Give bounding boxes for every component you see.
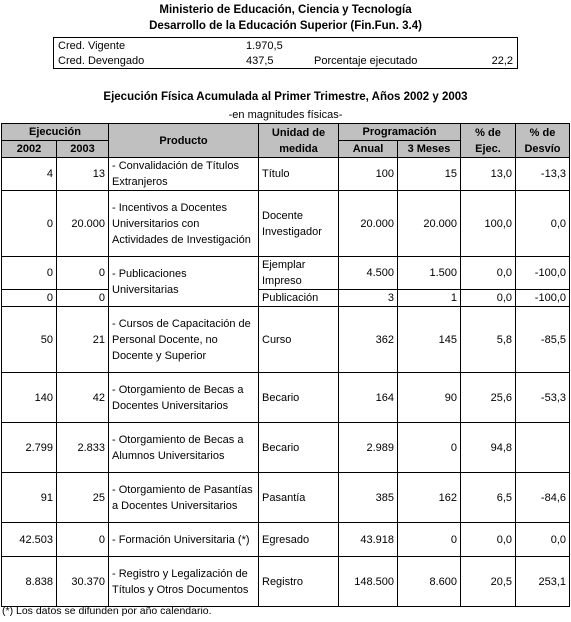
table-row: [2, 191, 570, 257]
cell-3-meses: 90: [398, 373, 461, 423]
cell-pct-ejec: 20,5: [461, 557, 516, 607]
cell-pct-desvio: -85,5: [516, 307, 570, 373]
cell-2003: 0: [57, 523, 109, 557]
cell-2003: 42: [57, 373, 109, 423]
cell-anual: 4.500: [339, 257, 398, 290]
cell-unidad: Título: [259, 158, 339, 191]
program-title: Desarrollo de la Educación Superior (Fin.Fun. 3.4): [149, 20, 422, 32]
cell-3-meses: 162: [398, 473, 461, 523]
cell-pct-desvio: -13,3: [516, 158, 570, 191]
cell-2003: 0: [57, 290, 109, 307]
cell-producto: - Otorgamiento de Pasantías a Docentes Universitarios: [109, 473, 259, 523]
cell-pct-ejec: 13,0: [461, 158, 516, 191]
credit-vigente-value: 1.970,5: [246, 39, 283, 52]
cell-3-meses: 0: [398, 523, 461, 557]
cell-3-meses: 15: [398, 158, 461, 191]
cell-unidad: Pasantía: [259, 473, 339, 523]
cell-2003: 20.000: [57, 191, 109, 257]
cell-2003: 21: [57, 307, 109, 373]
cell-anual: 2.989: [339, 423, 398, 473]
cell-pct-desvio: -100,0: [516, 290, 570, 307]
cell-2002: 8.838: [2, 557, 57, 607]
credit-devengado-value: 437,5: [246, 54, 274, 67]
cell-unidad: Registro: [259, 557, 339, 607]
table-row: [2, 158, 570, 191]
table-row: [2, 423, 570, 473]
header-3-meses: 3 Meses: [398, 141, 461, 158]
header-anual: Anual: [339, 141, 398, 158]
cell-anual: 20.000: [339, 191, 398, 257]
cell-producto: - Convalidación de Títulos Extranjeros: [109, 158, 259, 191]
cell-producto: - Incentivos a Docentes Universitarios con Actividades de Investigación: [109, 191, 259, 257]
cell-anual: 164: [339, 373, 398, 423]
cell-pct-ejec: 0,0: [461, 290, 516, 307]
cell-2002: 0: [2, 290, 57, 307]
table-row: [2, 373, 570, 423]
cell-pct-desvio: -100,0: [516, 257, 570, 290]
percent-executed-value: 22,2: [491, 54, 513, 67]
cell-unidad: Ejemplar Impreso: [259, 257, 339, 290]
cell-pct-desvio: -84,6: [516, 473, 570, 523]
credit-vigente-label: Cred. Vigente: [58, 39, 126, 52]
cell-pct-desvio: [516, 423, 570, 473]
cell-producto: - Otorgamiento de Becas a Docentes Universitarios: [109, 373, 259, 423]
cell-2002: 42.503: [2, 523, 57, 557]
cell-anual: 3: [339, 290, 398, 307]
cell-3-meses: 1: [398, 290, 461, 307]
table-row: [2, 257, 570, 290]
cell-2003: 0: [57, 257, 109, 290]
cell-2002: 0: [2, 191, 57, 257]
table-subtitle: -en magnitudes físicas-: [228, 109, 343, 121]
cell-pct-ejec: 6,5: [461, 473, 516, 523]
cell-producto: - Formación Universitaria (*): [109, 523, 259, 557]
cell-2002: 91: [2, 473, 57, 523]
cell-2003: 30.370: [57, 557, 109, 607]
cell-anual: 148.500: [339, 557, 398, 607]
header-2002: 2002: [2, 141, 57, 158]
cell-pct-desvio: 0,0: [516, 191, 570, 257]
cell-pct-ejec: 25,6: [461, 373, 516, 423]
header-2003: 2003: [57, 141, 109, 158]
cell-unidad: Publicación: [259, 290, 339, 307]
budget-box: [53, 37, 518, 69]
cell-producto: - Registro y Legalización de Títulos y Otros Documentos: [109, 557, 259, 607]
cell-2003: 25: [57, 473, 109, 523]
header-pct-ejec: % de Ejec.: [461, 124, 516, 158]
cell-3-meses: 8.600: [398, 557, 461, 607]
header-ejecucion: Ejecución: [2, 124, 109, 141]
cell-3-meses: 145: [398, 307, 461, 373]
cell-pct-desvio: 253,1: [516, 557, 570, 607]
cell-producto: - Publicaciones Universitarias: [109, 257, 259, 307]
header-unidad: Unidad de medida: [259, 124, 339, 158]
cell-2002: 4: [2, 158, 57, 191]
cell-unidad: Becario: [259, 423, 339, 473]
credit-devengado-label: Cred. Devengado: [58, 54, 145, 67]
footnote: (*) Los datos se difunden por año calendario.: [2, 605, 212, 617]
table-row: [2, 557, 570, 607]
cell-2003: 2.833: [57, 423, 109, 473]
cell-anual: 385: [339, 473, 398, 523]
cell-2002: 0: [2, 257, 57, 290]
cell-3-meses: 1.500: [398, 257, 461, 290]
cell-3-meses: 20.000: [398, 191, 461, 257]
cell-pct-ejec: 100,0: [461, 191, 516, 257]
cell-pct-ejec: 5,8: [461, 307, 516, 373]
table-title: Ejecución Física Acumulada al Primer Trimestre, Años 2002 y 2003: [103, 91, 468, 103]
cell-pct-desvio: 0,0: [516, 523, 570, 557]
cell-3-meses: 0: [398, 423, 461, 473]
cell-unidad: Egresado: [259, 523, 339, 557]
cell-2003: 13: [57, 158, 109, 191]
cell-pct-desvio: -53,3: [516, 373, 570, 423]
cell-2002: 140: [2, 373, 57, 423]
ministry-title: Ministerio de Educación, Ciencia y Tecnología: [159, 4, 412, 16]
cell-pct-ejec: 0,0: [461, 257, 516, 290]
header-pct-desvio: % de Desvío: [516, 124, 570, 158]
table-row: [2, 307, 570, 373]
cell-unidad: Docente Investigador: [259, 191, 339, 257]
cell-producto: - Otorgamiento de Becas a Alumnos Universitarios: [109, 423, 259, 473]
table-row: [2, 290, 570, 307]
percent-executed-label: Porcentaje ejecutado: [314, 54, 418, 67]
cell-anual: 43.918: [339, 523, 398, 557]
cell-2002: 50: [2, 307, 57, 373]
table-row: [2, 473, 570, 523]
cell-unidad: Becario: [259, 373, 339, 423]
header-producto: Producto: [109, 124, 259, 158]
cell-2002: 2.799: [2, 423, 57, 473]
execution-table: [1, 123, 570, 607]
cell-pct-ejec: 94,8: [461, 423, 516, 473]
cell-pct-ejec: 0,0: [461, 523, 516, 557]
table-row: [2, 523, 570, 557]
cell-producto: - Cursos de Capacitación de Personal Docente, no Docente y Superior: [109, 307, 259, 373]
cell-anual: 362: [339, 307, 398, 373]
cell-anual: 100: [339, 158, 398, 191]
header-programacion: Programación: [339, 124, 461, 141]
cell-unidad: Curso: [259, 307, 339, 373]
